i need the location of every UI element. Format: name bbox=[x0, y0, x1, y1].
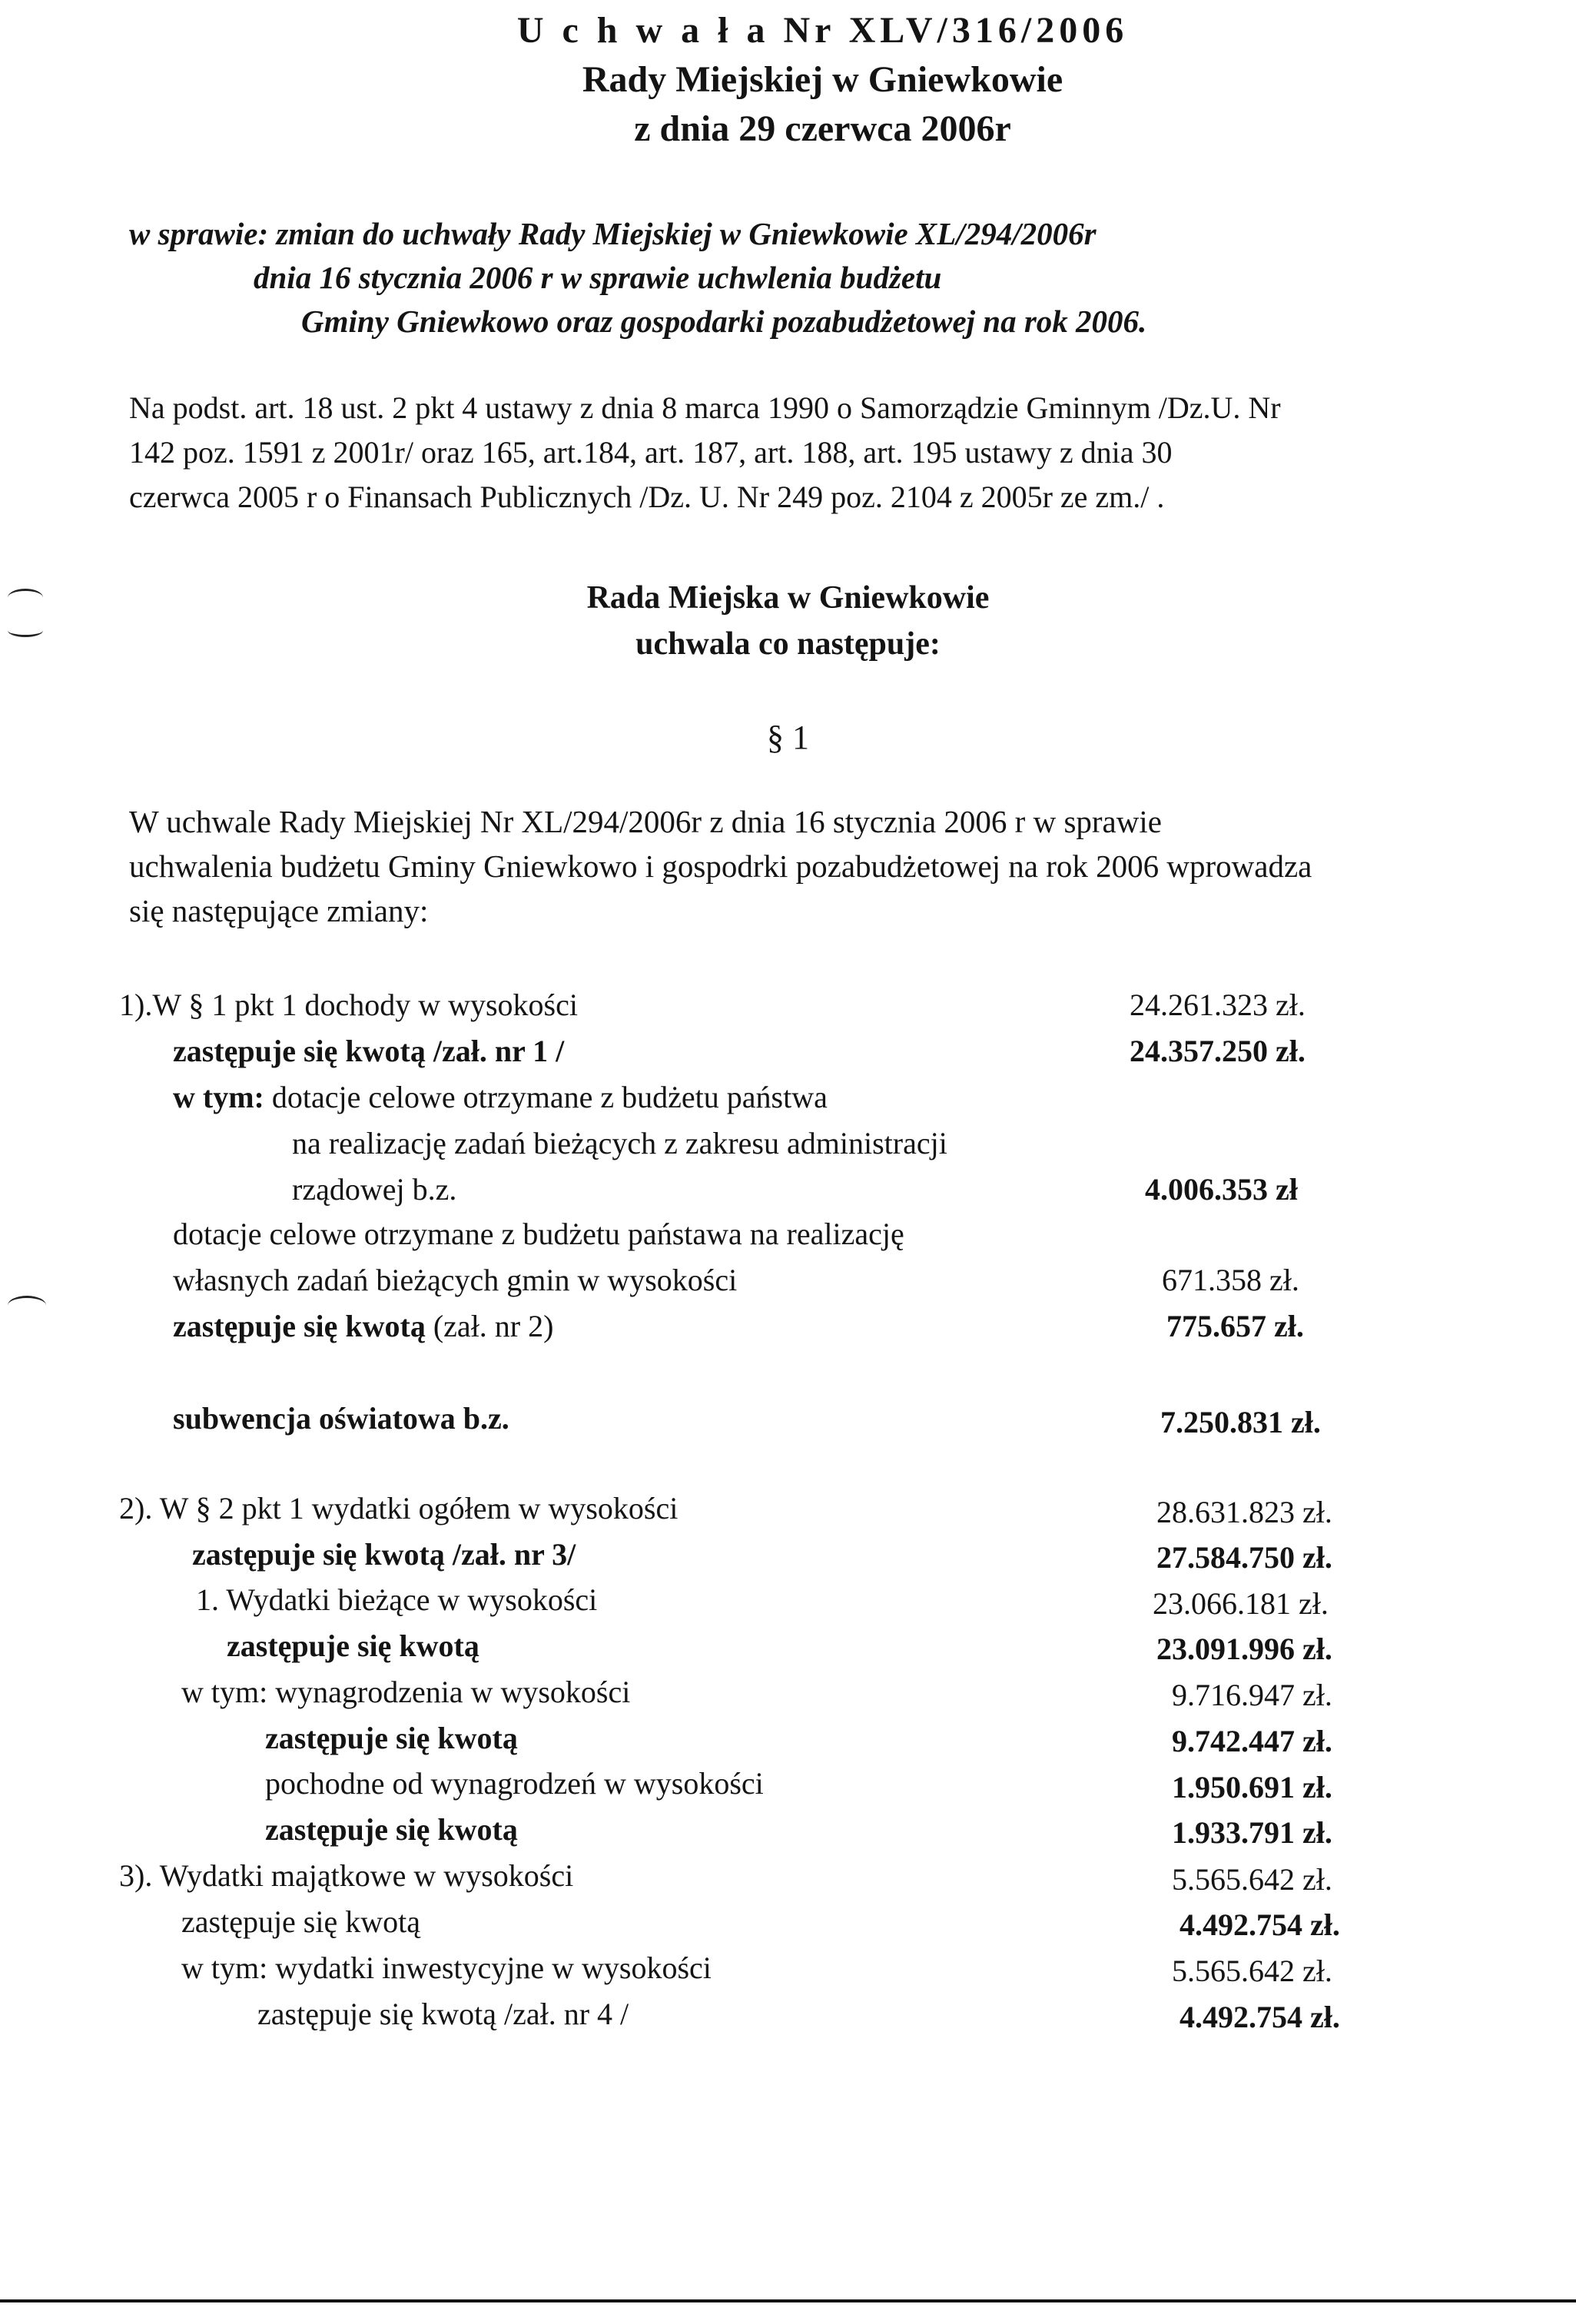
resolution-header bbox=[0, 6, 1576, 154]
item-1-own-subsidy-amount: 671.358 zł. bbox=[1162, 1263, 1299, 1297]
item-1-education-subvention: subwencja oświatowa b.z. bbox=[173, 1401, 509, 1436]
subject-line-2: dnia 16 stycznia 2006 r w sprawie uchwlenia budżetu bbox=[254, 260, 942, 295]
item-2-salary-derivatives-replaced: zastępuje się kwotą bbox=[265, 1812, 518, 1847]
council-resolves-line-2: uchwala co następuje: bbox=[635, 626, 941, 662]
item-1-subsidy-line-1 bbox=[173, 1077, 828, 1117]
scan-margin-mark bbox=[8, 624, 43, 637]
item-2-expenditure-amount: 28.631.823 zł. bbox=[1156, 1495, 1332, 1529]
legal-basis-line-1: Na podst. art. 18 ust. 2 pkt 4 ustawy z dnia 8 marca 1990 o Samorządzie Gminnym /Dz.U. Nr bbox=[129, 390, 1281, 425]
item-1-education-subvention-amount: 7.250.831 zł. bbox=[1160, 1405, 1321, 1439]
item-3-capital-expenditure: 3). Wydatki majątkowe w wysokości bbox=[119, 1858, 574, 1893]
item-2-salaries: w tym: wynagrodzenia w wysokości bbox=[181, 1675, 631, 1709]
intro-line-2: uchwalenia budżetu Gminy Gniewkowo i gospodrki pozabudżetowej na rok 2006 wprowadza bbox=[129, 848, 1312, 884]
council-name: Rady Miejskiej w Gniewkowie bbox=[582, 59, 1063, 100]
item-3-capital-expenditure-amount: 5.565.642 zł. bbox=[1172, 1862, 1332, 1897]
item-2-current-expenditure-amount: 23.066.181 zł. bbox=[1153, 1586, 1329, 1621]
item-1-replaced-amount: 24.357.250 zł. bbox=[1130, 1034, 1306, 1068]
item-1-own-subsidy-replaced-amount: 775.657 zł. bbox=[1166, 1309, 1304, 1343]
item-2-expenditure: 2). W § 2 pkt 1 wydatki ogółem w wysokości bbox=[119, 1491, 679, 1526]
item-1-income-amount: 24.261.323 zł. bbox=[1130, 988, 1306, 1022]
subject-line-3: Gminy Gniewkowo oraz gospodarki pozabudżetowej na rok 2006. bbox=[301, 304, 1147, 339]
council-resolves-line-1: Rada Miejska w Gniewkowie bbox=[586, 580, 990, 616]
item-2-salaries-replaced-amount: 9.742.447 zł. bbox=[1172, 1724, 1332, 1758]
item-2-salaries-replaced: zastępuje się kwotą bbox=[265, 1721, 518, 1755]
item-3-investment-replaced-amount: 4.492.754 zł. bbox=[1180, 2000, 1340, 2034]
item-1-subsidy-line-3: rządowej b.z. bbox=[292, 1172, 457, 1207]
item-1-replaced: zastępuje się kwotą /zał. nr 1 / bbox=[173, 1034, 565, 1068]
item-1-own-subsidy-line-2: własnych zadań bieżących gmin w wysokości bbox=[173, 1263, 738, 1297]
resolution-date: z dnia 29 czerwca 2006r bbox=[634, 108, 1011, 149]
bottom-rule bbox=[0, 2299, 1576, 2302]
item-1-subsidy-line-2: na realizację zadań bieżących z zakresu administracji bbox=[292, 1126, 947, 1160]
item-3-investment-amount: 5.565.642 zł. bbox=[1172, 1954, 1332, 1988]
item-2-current-expenditure: 1. Wydatki bieżące w wysokości bbox=[196, 1582, 598, 1617]
item-2-current-replaced-amount: 23.091.996 zł. bbox=[1156, 1632, 1332, 1666]
section-mark: § 1 bbox=[767, 719, 809, 756]
intro-line-1: W uchwale Rady Miejskiej Nr XL/294/2006r z dnia 16 stycznia 2006 r w sprawie bbox=[129, 804, 1162, 839]
intro-line-3: się następujące zmiany: bbox=[129, 893, 429, 928]
item-2-salaries-amount: 9.716.947 zł. bbox=[1172, 1678, 1332, 1712]
legal-basis bbox=[129, 386, 1558, 520]
legal-basis-line-2: 142 poz. 1591 z 2001r/ oraz 165, art.184, art. 187, art. 188, art. 195 ustawy z dnia 30 bbox=[129, 435, 1173, 470]
item-3-replaced-amount: 4.492.754 zł. bbox=[1180, 1907, 1340, 1942]
item-2-current-replaced: zastępuje się kwotą bbox=[227, 1628, 479, 1663]
legal-basis-line-3: czerwca 2005 r o Finansach Publicznych /Dz. U. Nr 249 poz. 2104 z 2005r ze zm./ . bbox=[129, 480, 1165, 514]
item-1-income: 1).W § 1 pkt 1 dochody w wysokości bbox=[119, 988, 578, 1022]
item-3-investment-replaced: zastępuje się kwotą /zał. nr 4 / bbox=[257, 1997, 629, 2031]
item-2-replaced-amount: 27.584.750 zł. bbox=[1156, 1540, 1332, 1575]
item-2-salary-derivatives-amount: 1.950.691 zł. bbox=[1172, 1770, 1332, 1804]
item-3-investment: w tym: wydatki inwestycyjne w wysokości bbox=[181, 1950, 712, 1985]
replaced-label: zastępuje się kwotą bbox=[173, 1309, 426, 1343]
scan-margin-mark bbox=[8, 589, 43, 606]
item-3-replaced: zastępuje się kwotą bbox=[181, 1904, 420, 1939]
replaced-note: (zał. nr 2) bbox=[425, 1309, 554, 1343]
item-1-own-subsidy-line-1: dotacje celowe otrzymane z budżetu państawa na realizację bbox=[173, 1217, 904, 1251]
intro-paragraph bbox=[129, 799, 1558, 933]
scan-margin-mark bbox=[8, 1296, 46, 1315]
item-1-own-subsidy-replaced bbox=[173, 1306, 553, 1346]
subsidy-text: dotacje celowe otrzymane z budżetu państwa bbox=[264, 1080, 828, 1114]
item-2-salary-derivatives-replaced-amount: 1.933.791 zł. bbox=[1172, 1815, 1332, 1850]
subject-line-1: w sprawie: zmian do uchwały Rady Miejskiej w Gniewkowie XL/294/2006r bbox=[129, 216, 1097, 251]
in-that-label: w tym: bbox=[173, 1080, 264, 1114]
item-2-salary-derivatives: pochodne od wynagrodzeń w wysokości bbox=[265, 1766, 764, 1801]
resolution-title: U c h w a ł a Nr XLV/316/2006 bbox=[516, 10, 1129, 51]
item-2-replaced: zastępuje się kwotą /zał. nr 3/ bbox=[192, 1537, 576, 1572]
item-1-subsidy-amount: 4.006.353 zł bbox=[1145, 1172, 1298, 1207]
